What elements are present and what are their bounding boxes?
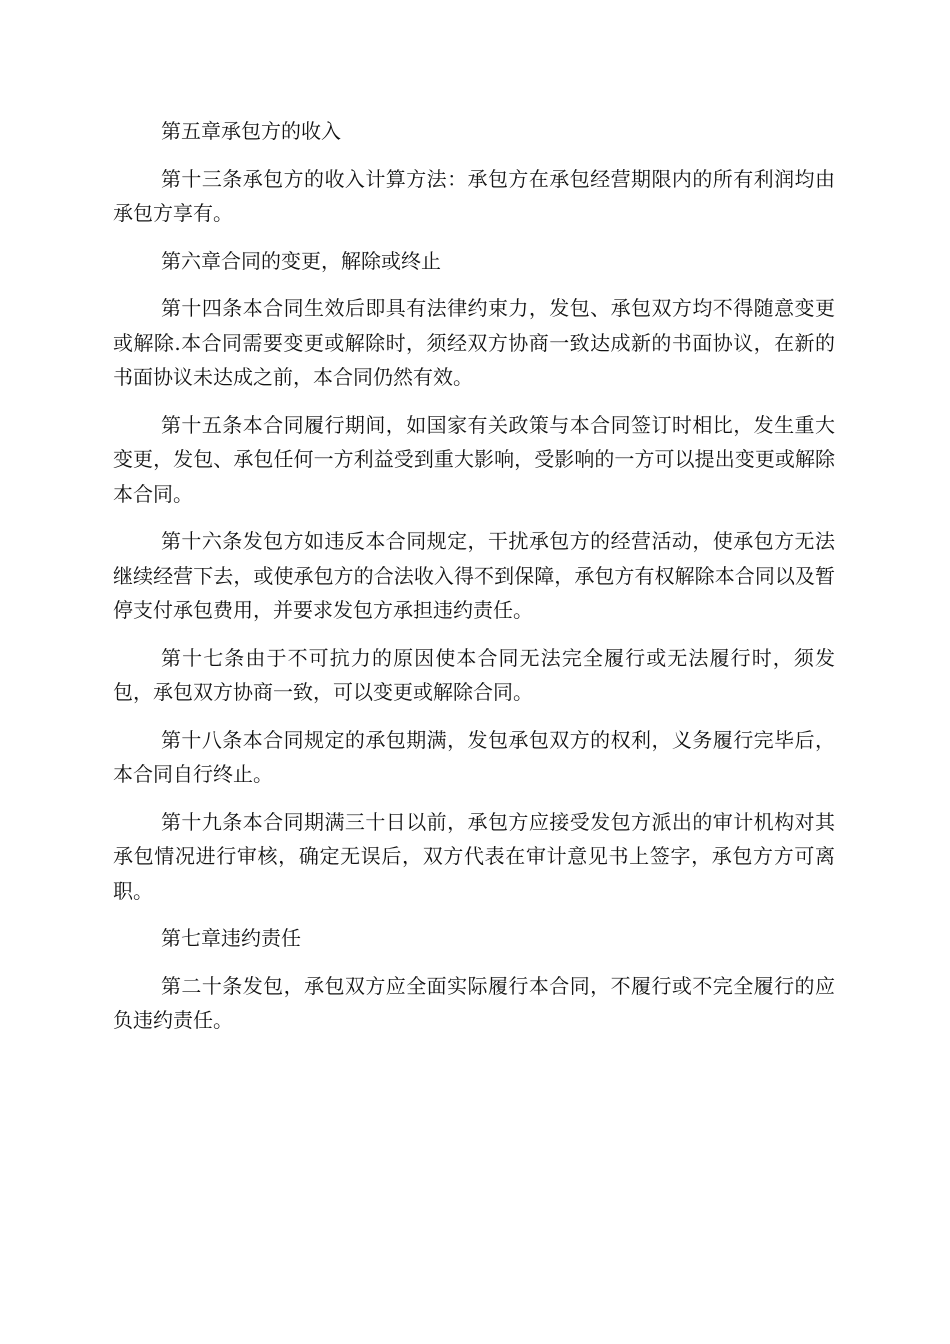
chapter-7-heading: 第七章违约责任 bbox=[161, 926, 301, 950]
article-13: 第十三条承包方的收入计算方法：承包方在承包经营期限内的所有利润均由承包方享有。 bbox=[113, 166, 835, 225]
article-14: 第十四条本合同生效后即具有法律约束力，发包、承包双方均不得随意变更或解除.本合同需要变更或解除时，须经双方协商一致达成新的书面协议，在新的书面协议未达成之前，本合同仍然有效。 bbox=[113, 296, 835, 389]
article-16: 第十六条发包方如违反本合同规定，干扰承包方的经营活动，使承包方无法继续经营下去，或使承包方的合法收入得不到保障，承包方有权解除本合同以及暂停支付承包费用，并要求发包方承担违约责任。 bbox=[113, 529, 835, 622]
article-19: 第十九条本合同期满三十日以前，承包方应接受发包方派出的审计机构对其承包情况进行审核，确定无误后，双方代表在审计意见书上签字，承包方方可离职。 bbox=[113, 809, 835, 903]
chapter-5-heading: 第五章承包方的收入 bbox=[161, 119, 341, 143]
document-body bbox=[113, 114, 835, 1051]
article-17: 第十七条由于不可抗力的原因使本合同无法完全履行或无法履行时，须发包，承包双方协商一致，可以变更或解除合同。 bbox=[113, 645, 835, 704]
article-20: 第二十条发包，承包双方应全面实际履行本合同，不履行或不完全履行的应负违约责任。 bbox=[113, 973, 835, 1032]
chapter-6-heading: 第六章合同的变更，解除或终止 bbox=[161, 248, 441, 273]
article-18: 第十八条本合同规定的承包期满，发包承包双方的权利，义务履行完毕后，本合同自行终止。 bbox=[113, 727, 835, 786]
article-15: 第十五条本合同履行期间，如国家有关政策与本合同签订时相比，发生重大变更，发包、承包任何一方利益受到重大影响，受影响的一方可以提出变更或解除本合同。 bbox=[113, 412, 835, 506]
